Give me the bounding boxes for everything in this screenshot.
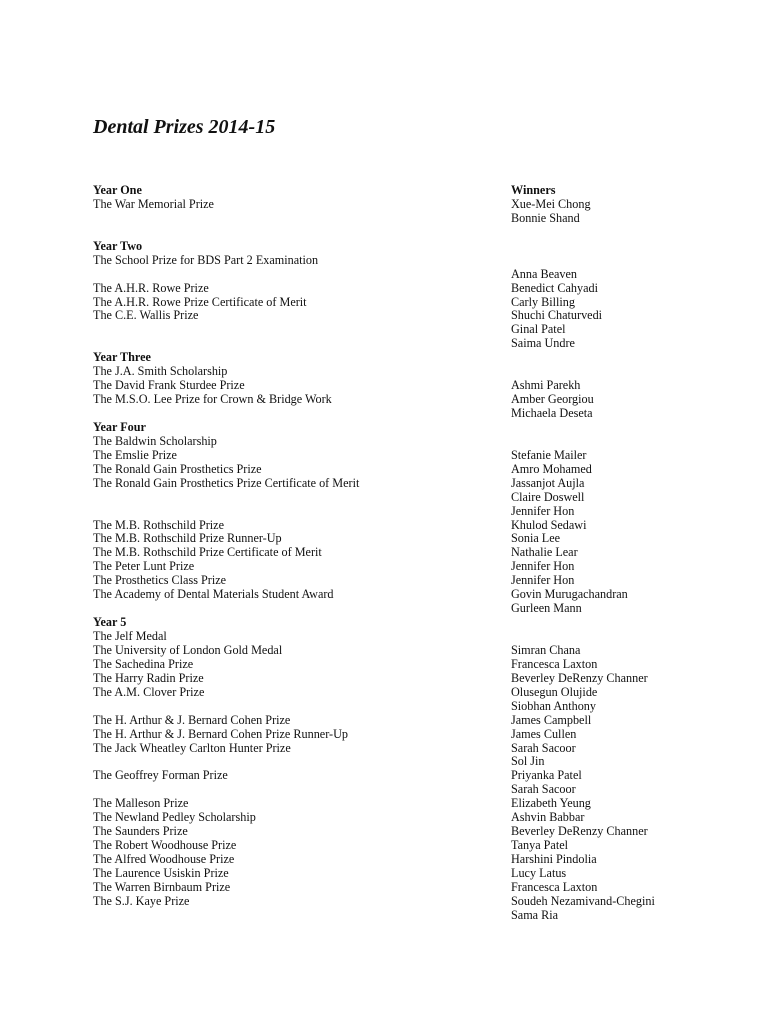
winner-name: Shuchi Chaturvedi — [511, 308, 603, 323]
prize-name: The J.A. Smith Scholarship — [93, 364, 228, 379]
blank-line — [511, 435, 655, 449]
prize-name: The Peter Lunt Prize — [93, 559, 195, 574]
winner-name: Jennifer Hon — [511, 503, 575, 518]
blank-line — [93, 212, 359, 226]
blank-line — [511, 421, 655, 435]
winner-name: Bonnie Shand — [511, 210, 580, 225]
winner-name: Jennifer Hon — [511, 573, 575, 588]
winner-name: Jennifer Hon — [511, 559, 575, 574]
winner-name: James Cullen — [511, 726, 577, 741]
winner-name: Stefanie Mailer — [511, 447, 587, 462]
winner-name: Soudeh Nezamivand-Chegini — [511, 893, 655, 908]
blank-line — [93, 226, 359, 240]
winner-name: James Campbell — [511, 712, 592, 727]
section-heading: Year One — [93, 183, 142, 197]
prize-name: The Jack Wheatley Carlton Hunter Prize — [93, 740, 291, 755]
winner-name: Olusegun Olujide — [511, 684, 598, 699]
prize-name: The Prosthetics Class Prize — [93, 573, 227, 588]
winner-name: Anna Beaven — [511, 266, 577, 281]
prize-name: The Robert Woodhouse Prize — [93, 838, 237, 853]
section-heading: Year 5 — [93, 615, 127, 630]
winner-name: Benedict Cahyadi — [511, 280, 598, 295]
winner-name: Sol Jin — [511, 754, 545, 769]
section-heading: Year Three — [93, 350, 151, 365]
prize-name: The Alfred Woodhouse Prize — [93, 852, 235, 866]
blank-line — [93, 505, 359, 519]
blank-line — [511, 226, 655, 240]
prize-name: The M.B. Rothschild Prize — [93, 517, 225, 532]
prize-name: The Ronald Gain Prosthetics Prize Certificate of Merit — [93, 475, 360, 490]
prize-name: The A.H.R. Rowe Prize — [93, 280, 209, 295]
winner-name: Xue-Mei Chong — [511, 196, 591, 211]
blank-line — [93, 700, 359, 714]
winners-column — [511, 184, 655, 923]
winner-name: Priyanka Patel — [511, 768, 582, 783]
winner-name: Sonia Lee — [511, 531, 561, 546]
winner-name: Carly Billing — [511, 294, 575, 309]
winner-name: Harshini Pindolia — [511, 852, 597, 866]
prize-name: The M.B. Rothschild Prize Certificate of Merit — [93, 545, 322, 560]
blank-line — [511, 630, 655, 644]
winner-name: Sarah Sacoor — [511, 740, 576, 755]
winner-name: Sarah Sacoor — [511, 782, 576, 797]
blank-line — [511, 616, 655, 630]
prize-name: The A.M. Clover Prize — [93, 684, 205, 699]
winner-name: Ginal Patel — [511, 322, 566, 337]
prize-name: The Ronald Gain Prosthetics Prize — [93, 461, 262, 476]
prize-name: The S.J. Kaye Prize — [93, 893, 190, 908]
prize-name: The Geoffrey Forman Prize — [93, 768, 228, 783]
winner-name: Michaela Deseta — [511, 406, 593, 420]
winner-name: Sama Ria — [511, 907, 559, 922]
prize-name: The Baldwin Scholarship — [93, 433, 217, 448]
prize-names-column — [93, 184, 359, 909]
winner-name: Beverley DeRenzy Channer — [511, 670, 648, 685]
document-title: Dental Prizes 2014-15 — [93, 116, 276, 138]
prize-name: The M.B. Rothschild Prize Runner-Up — [93, 531, 282, 546]
winner-name: Gurleen Mann — [511, 601, 582, 616]
winner-name: Simran Chana — [511, 642, 581, 657]
prize-name: The H. Arthur & J. Bernard Cohen Prize — [93, 712, 291, 727]
prize-name: The C.E. Wallis Prize — [93, 308, 199, 323]
blank-line — [93, 323, 359, 337]
prize-name: The Laurence Usiskin Prize — [93, 865, 229, 880]
prize-name: The David Frank Sturdee Prize — [93, 378, 245, 393]
winner-name: Elizabeth Yeung — [511, 796, 591, 811]
winner-name: Lucy Latus — [511, 865, 567, 880]
prize-name: The Malleson Prize — [93, 796, 189, 811]
section-heading: Year Two — [93, 238, 143, 253]
prize-name: The University of London Gold Medal — [93, 642, 283, 657]
blank-line — [93, 337, 359, 351]
winner-name: Jassanjot Aujla — [511, 475, 585, 490]
prize-name: The H. Arthur & J. Bernard Cohen Prize Runner-Up — [93, 726, 348, 741]
prize-name: The Academy of Dental Materials Student Award — [93, 587, 334, 602]
prize-name: The Saunders Prize — [93, 824, 188, 839]
prize-name: The Newland Pedley Scholarship — [93, 810, 256, 825]
winner-name: Saima Undre — [511, 336, 575, 351]
blank-line — [93, 783, 359, 797]
blank-line — [93, 602, 359, 616]
prize-name: The M.S.O. Lee Prize for Crown & Bridge Work — [93, 392, 332, 407]
winner-name: Nathalie Lear — [511, 545, 578, 560]
prize-name: The Warren Birnbaum Prize — [93, 879, 231, 894]
blank-line — [93, 407, 359, 421]
blank-line — [93, 755, 359, 769]
blank-line — [511, 351, 655, 365]
winner-name: Ashmi Parekh — [511, 378, 581, 393]
prize-name: The Sachedina Prize — [93, 656, 194, 671]
prize-name: The Harry Radin Prize — [93, 670, 204, 685]
winner-name: Amber Georgiou — [511, 392, 594, 407]
blank-line — [511, 254, 655, 268]
winner-name: Francesca Laxton — [511, 656, 598, 671]
winner-name: Amro Mohamed — [511, 461, 592, 476]
section-heading: Winners — [511, 183, 556, 197]
winner-name: Govin Murugachandran — [511, 587, 628, 602]
prize-name: The Emslie Prize — [93, 447, 177, 462]
prize-name: The A.H.R. Rowe Prize Certificate of Merit — [93, 294, 307, 309]
blank-line — [93, 491, 359, 505]
winner-name: Beverley DeRenzy Channer — [511, 824, 648, 839]
winner-name: Francesca Laxton — [511, 879, 598, 894]
prize-name: The School Prize for BDS Part 2 Examination — [93, 252, 319, 267]
prize-name: The Jelf Medal — [93, 629, 167, 643]
prize-name: The War Memorial Prize — [93, 196, 214, 211]
blank-line — [511, 365, 655, 379]
section-heading: Year Four — [93, 419, 146, 434]
winner-name: Tanya Patel — [511, 838, 569, 853]
winner-name: Ashvin Babbar — [511, 810, 585, 825]
blank-line — [93, 268, 359, 282]
blank-line — [511, 240, 655, 254]
winner-name: Claire Doswell — [511, 489, 585, 504]
winner-name: Siobhan Anthony — [511, 698, 596, 713]
winner-name: Khulod Sedawi — [511, 517, 587, 532]
